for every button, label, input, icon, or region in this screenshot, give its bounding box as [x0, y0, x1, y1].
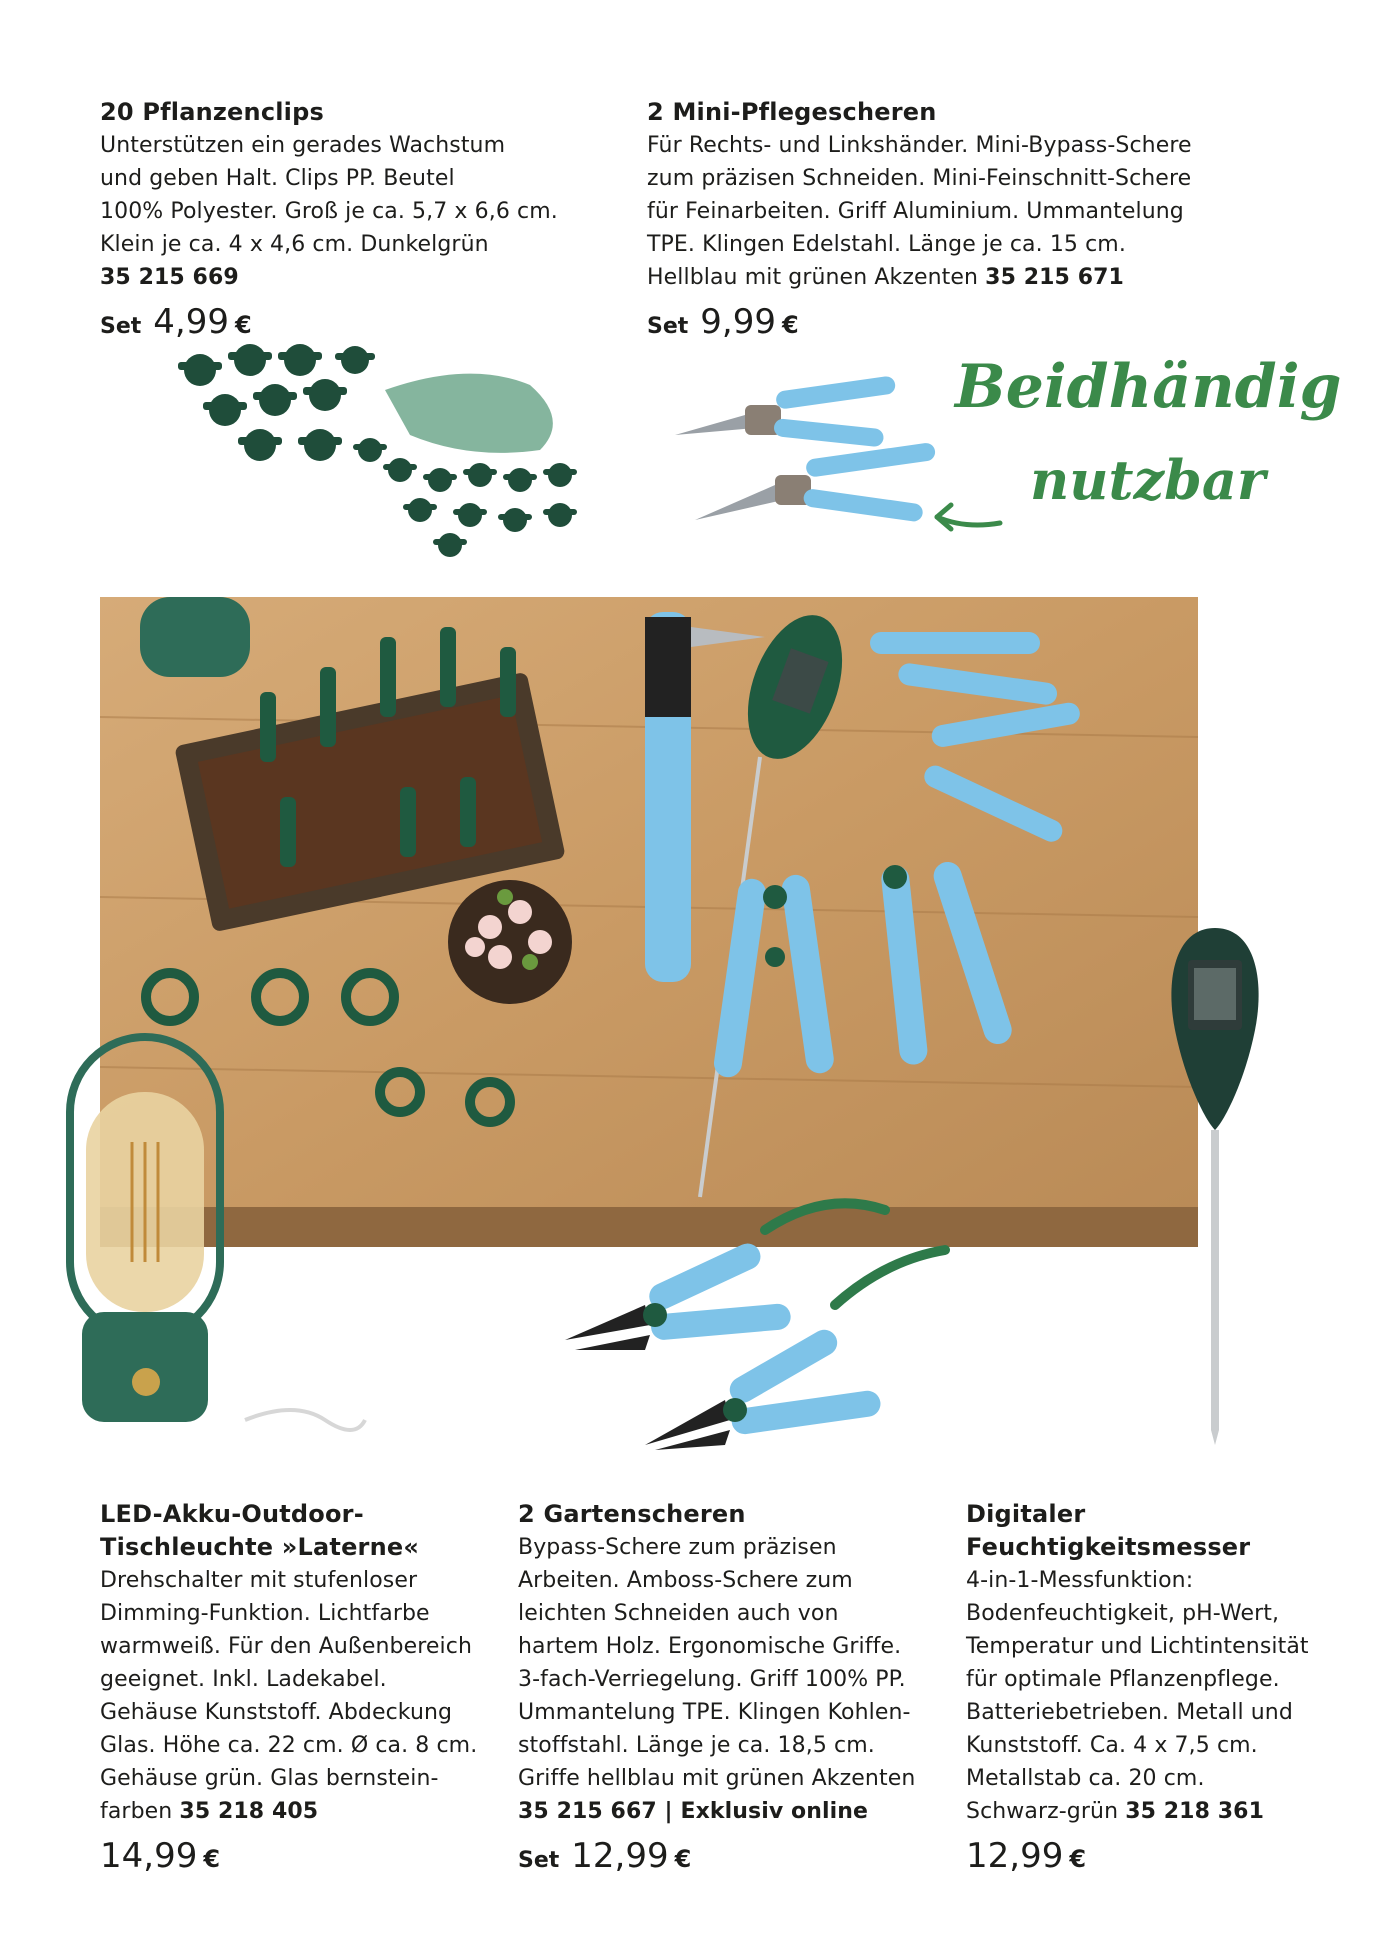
product-description: Drehschalter mit stufenloser Dimming-Funktion. Lichtfarbe warmweiß. Für den Außenbereich geeignet. Inkl. Ladekabel. Gehäuse Kunststoff. Abdeckung Glas. Höhe ca. 22 cm. Ø ca. 8 cm. Gehäuse grün. Glas bernstein- [100, 1568, 478, 1791]
scissors-icon [565, 1203, 885, 1350]
plant-clip-icon [383, 458, 417, 482]
article-number: 35 218 405 [179, 1799, 319, 1824]
exclusive-online: Exklusiv online [680, 1799, 869, 1824]
product-moisture-meter [966, 1498, 1346, 1828]
product-description: 4-in-1-Messfunktion: Bodenfeuchtigkeit, pH-Wert, Temperatur und Lichtintensität für optimale Pflanzenpflege. Batteriebetrieben. Metall und Kunststoff. Ca. 4 x 7,5 cm. Metallstab ca. 20 cm. [966, 1568, 1309, 1791]
article-line [518, 1795, 938, 1828]
price-value: 14,99 [100, 1836, 198, 1876]
product-title: 2 Gartenscheren [518, 1500, 746, 1528]
plant-clip-icon [543, 463, 577, 487]
article-number: 35 215 667 [518, 1799, 657, 1824]
plant-clip-icon [463, 463, 497, 487]
price-mini-scissors [647, 302, 799, 342]
article-number: 35 215 671 [985, 265, 1124, 290]
plant-clip-icon [353, 438, 387, 462]
product-mini-scissors [647, 96, 1307, 294]
price-moisture-meter [966, 1836, 1086, 1876]
plant-clip-icon [278, 344, 322, 376]
plant-clip-icon [298, 429, 342, 461]
plant-clip-icon [423, 468, 457, 492]
plant-clip-icon [228, 344, 272, 376]
plant-clip-icon [433, 533, 467, 557]
moisture-meter-icon [1160, 920, 1270, 1450]
product-description-last: Schwarz-grün 35 218 361 [966, 1799, 1264, 1824]
price-value: 9,99 [700, 302, 776, 342]
currency: € [782, 311, 799, 339]
product-description: Unterstützen ein gerades Wachstum und geben Halt. Clips PP. Beutel 100% Polyester. Groß je ca. 5,7 x 6,6 cm. Klein je ca. 4 x 4,6 cm. Dunkelgrün [100, 133, 558, 257]
plant-clip-icon [335, 346, 375, 374]
plant-clip-icon [503, 468, 537, 492]
product-description: Bypass-Schere zum präzisen Arbeiten. Amboss-Schere zum leichten Schneiden auch von hartem Holz. Ergonomische Griffe. 3-fach-Verriegelung. Griff 100% PP. Ummantelung TPE. Klingen Kohlen- stoffstahl. Länge je ca. 18,5 cm. Griffe hellblau mit grünen Akzenten [518, 1535, 916, 1791]
plant-clip-icon [498, 508, 532, 532]
plant-clip-icon [178, 354, 222, 386]
product-title: LED-Akku-Outdoor- [100, 1500, 364, 1528]
price-value: 12,99 [966, 1836, 1064, 1876]
curved-arrow-icon [925, 495, 1005, 540]
mesh-bag [385, 374, 553, 453]
set-label: Set [647, 314, 689, 339]
product-garden-scissors [518, 1498, 938, 1828]
plant-clip-icon [543, 503, 577, 527]
plant-clip-icon [403, 498, 437, 522]
product-description-last: farben 35 218 405 [100, 1799, 319, 1824]
separator: | [664, 1799, 673, 1824]
product-lamp [100, 1498, 500, 1828]
plant-clip-icon [238, 429, 282, 461]
set-label: Set [100, 314, 142, 339]
scissors-icon [675, 375, 896, 447]
article-number: 35 215 669 [100, 265, 239, 290]
product-title-line2: Feuchtigkeitsmesser [966, 1533, 1251, 1561]
product-title-line2: Tischleuchte »Laterne« [100, 1533, 420, 1561]
plant-clips-image [170, 330, 630, 570]
product-title: Digitaler [966, 1500, 1086, 1528]
scissors-icon [695, 442, 936, 523]
article-number: 35 218 361 [1125, 1799, 1264, 1824]
currency: € [203, 1845, 221, 1873]
lantern-icon [62, 1032, 242, 1432]
product-title: 20 Pflanzenclips [100, 98, 324, 126]
plant-clip-icon [203, 394, 247, 426]
price-value: 12,99 [571, 1836, 669, 1876]
currency: € [674, 1845, 692, 1873]
price-lamp [100, 1836, 220, 1876]
product-clips [100, 96, 580, 294]
plant-clip-icon [303, 379, 347, 411]
charging-cable [235, 1395, 375, 1445]
price-garden-scissors [518, 1836, 691, 1876]
tagline-line2: nutzbar [1030, 448, 1266, 512]
garden-scissors-image [555, 1150, 975, 1460]
price-value: 4,99 [153, 302, 229, 342]
mini-scissors-image [665, 360, 965, 540]
tagline-line1: Beidhändig [955, 352, 1342, 422]
currency: € [1069, 1845, 1087, 1873]
plant-clip-icon [453, 503, 487, 527]
product-description: Für Rechts- und Linkshänder. Mini-Bypass-Schere zum präzisen Schneiden. Mini-Feinschnitt-Schere für Feinarbeiten. Griff Aluminium. Ummantelung TPE. Klingen Edelstahl. Länge je ca. 15 cm. Hellblau mit grünen Akzenten 35 215 671 [647, 133, 1192, 290]
plant-clip-icon [253, 384, 297, 416]
product-title: 2 Mini-Pflegescheren [647, 98, 937, 126]
set-label: Set [518, 1848, 560, 1873]
currency: € [235, 311, 252, 339]
